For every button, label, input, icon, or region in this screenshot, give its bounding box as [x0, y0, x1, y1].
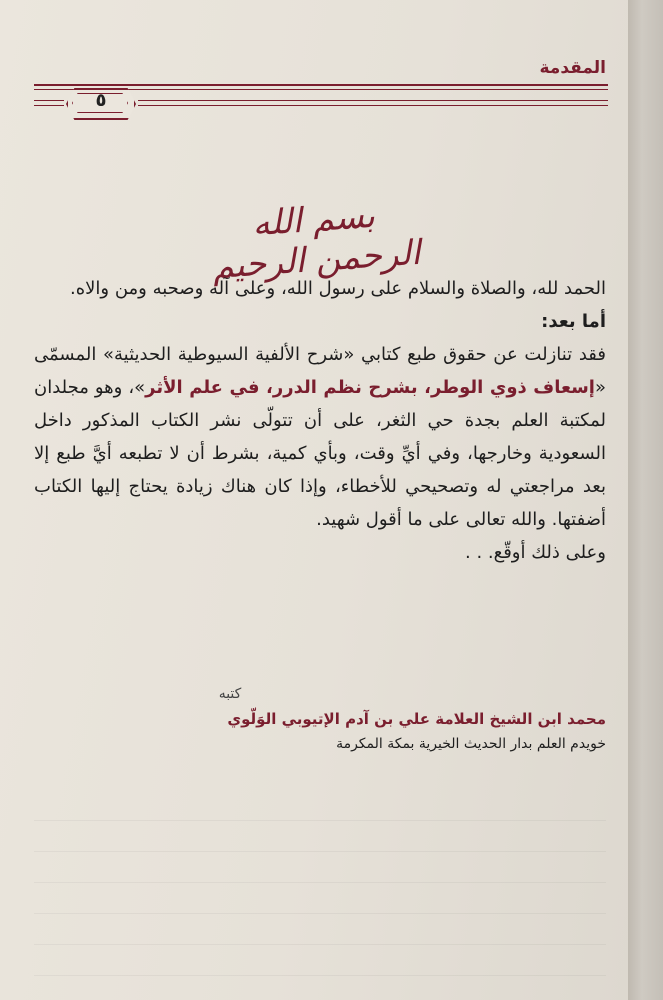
- author-name: محمد ابن الشيخ العلامة علي بن آدم الإتيوبي الوَلّوي: [227, 710, 606, 728]
- book-page-edge: [628, 0, 663, 1000]
- book-title: إسعاف ذوي الوطر، بشرح نظم الدرر، في علم الأثر: [145, 377, 595, 398]
- main-paragraph-part1: فقد تنازلت عن حقوق طبع كتابي «شرح الألفية السيوطية الحديثية» المسمّى «: [34, 344, 606, 398]
- opening-paragraph: الحمد لله، والصلاة والسلام على رسول الله، وعلى آله وصحبه ومن والاه.: [70, 278, 606, 299]
- author-role: خويدم العلم بدار الحديث الخيرية بمكة المكرمة: [336, 736, 606, 752]
- main-paragraph-part2: »، وهو مجلدان لمكتبة العلم بجدة حي الثغر، على أن تتولّى نشر الكتاب المذكور داخل السعودية وخارجها، وفي أيِّ وقت، وبأي كمية، بشرط أن لا تطبعه أيَّ طبع إلا بعد مراجعتي له وتصحيحي للأخطاء، وإذا كان هناك زيادة يحتاج إليها الكتاب أضفتها. والله تعالى على ما أقول شهيد.: [34, 377, 606, 530]
- ornament-bar-right: [138, 100, 608, 106]
- section-heading: أما بعد:: [541, 311, 606, 332]
- closing-line: وعلى ذلك أوقّع. . .: [465, 542, 606, 563]
- basmala-calligraphy: بسم الله الرحمن الرحيم: [211, 195, 422, 288]
- body-text: [34, 272, 606, 569]
- wrote-by-label: كتبه: [218, 686, 242, 702]
- page-number: ٥: [95, 90, 107, 111]
- bleed-through-text: [34, 790, 606, 976]
- section-title: المقدمة: [539, 58, 606, 78]
- signature-block: [34, 686, 606, 752]
- ornament-bar-left: [34, 100, 64, 106]
- main-paragraph: [34, 338, 606, 536]
